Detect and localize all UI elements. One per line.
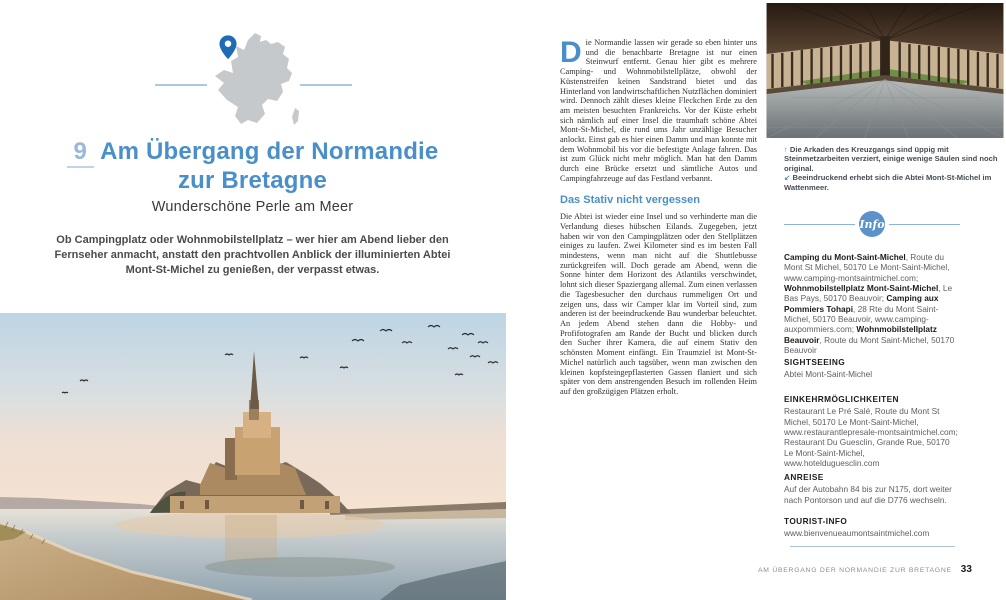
badge-line-right xyxy=(889,224,960,225)
page-footer xyxy=(758,564,978,575)
arrow-up-icon: ↑ xyxy=(784,145,788,154)
paragraph-1-text: ie Normandie lassen wir gerade so eben hinter uns und die benachbarte Bretagne ist nur einen Steinwurf entfernt. Genau hier gibt es mehrere Camping- und Wohnmobilstellplätze, obwohl der Küstenstreifen keinen Sandstrand bietet und das Hinterland von landwirtschaftlichen Nutzflächen dominiert wird. Dennoch zählt dieses kleine Fleckchen Erde zu den am meisten besuchten Frankreichs. Vor der Küste erhebt sich nämlich auf einer Insel die traumhaft schöne Abtei Mont-St-Michel, die rund ums Jahr unzählige Besucher anlockt. Einst gab es hier einen Damm und man konnte mit dem Wohnmobil bis vor die befestigte Anlage fahren. Das ist zum Glück nicht mehr möglich. Man hat den Damm durch eine Brücke ersetzt und sämtliche Autos und Campingfahrzeuge auf das Festland verbannt. xyxy=(560,38,758,183)
info-badge-row xyxy=(784,210,960,238)
body-paragraph-2: Die Abtei ist wieder eine Insel und so verhinderte man die Verlandung dieses hübschen Eilands. Zugegeben, jetzt haben wir von den Campingplätzen oder den Stellplätzen einiges zu laufen. Zwei Kilometer sind es im besten Fall mindestens, wenn man nicht auf die Shuttlebusse zurückgreifen will. Doch gerade am Abend, wenn die Sonne hinter dem Horizont des Atlantiks verschwindet, lohnt sich dieser Spaziergang allemal. Zum einen verlassen die Tagesbesucher den durchaus rummeligen Ort und zeigen uns, dass wir Camper klar im Vorteil sind, zum anderen ist der beeindruckende Bau wunderbar beleuchtet. An jedem Abend stehen dann die Hobby- und Profifotografen am Rande der Bucht und blicken durch den Sucher ihrer Kamera, die auf einem Stativ den schönsten Moment einfängt. Ein Traumziel ist Mont-St-Michel natürlich auch tagsüber, wenn man zwischen den kleinen kopfsteingepflasterten Gassen flaniert und sich später von dem anstrengenden Besuch im rollenden Heim auf den großzügigen Plätzen erholt. xyxy=(560,212,757,396)
camping-name-1: Camping du Mont-Saint-Michel xyxy=(784,252,906,262)
page-number: 33 xyxy=(960,564,972,575)
map-flank-line-right xyxy=(300,84,352,86)
chapter-subtitle: Wunderschöne Perle am Meer xyxy=(151,199,354,215)
dining-section xyxy=(784,394,960,468)
intro-paragraph: Ob Campingplatz oder Wohnmobilstellplatz – wer hier am Abend lieber den Fernseher anmacht, anstatt den prachtvollen Anblick der illuminierten Abtei Mont-St-Michel zu genießen, der verpasst etwas. xyxy=(54,234,451,276)
sightseeing-text: Abtei Mont-Saint-Michel xyxy=(784,369,873,380)
section-heading: Das Stativ nicht vergessen xyxy=(560,193,701,206)
title-line-2: zur Bretagne xyxy=(177,167,328,194)
caption-text-2: Beeindruckend erhebt sich die Abtei Mont-St-Michel im Wattenmeer. xyxy=(784,173,992,192)
camping-detail-3: , 28 Rte du Mont Saint-Michel, 50170 Beauvoir, www.camping-auxpommiers.com; xyxy=(784,303,939,335)
camping-name-3: Camping aux Pommiers Tohapi xyxy=(784,293,939,314)
cloister-photo xyxy=(764,3,1006,138)
mont-st-michel-illustration xyxy=(0,313,506,600)
footer-rule xyxy=(790,546,955,547)
photo-captions xyxy=(784,145,998,192)
location-pin-icon xyxy=(219,35,237,60)
arrow-down-left-icon: ↙ xyxy=(784,173,791,183)
dining-text: Restaurant Le Pré Salé, Route du Mont St Michel, 50170 Le Mont-Saint-Michel, www.restaurantlepresale-montsaintmichel.com; Restaurant Du Guesclin, Grande Rue, 50170 Le Mont-Saint-Michel, www.hotelduguesclin.com xyxy=(784,406,958,469)
arrival-text: Auf der Autobahn 84 bis zur N175, dort weiter nach Pontorson und auf die D776 wechseln. xyxy=(784,484,952,505)
tourist-info-section xyxy=(784,516,960,539)
mont-st-michel-photo xyxy=(0,313,506,600)
caption-text-1: Die Arkaden des Kreuzgangs sind üppig mit Steinmetzarbeiten verziert, einige wenige Säulen sind noch original. xyxy=(784,145,998,173)
tourist-info-text: www.bienvenueaumontsaintmichel.com xyxy=(784,528,930,539)
chapter-number: 9 xyxy=(67,138,95,168)
camping-detail-2: , Le Bas Pays, 50170 Beauvoir; xyxy=(784,283,953,304)
france-locator-map xyxy=(150,28,355,136)
info-badge: Info xyxy=(859,211,885,237)
camping-detail-1: , Route du Mont St Michel, 50170 Le Mont-Saint-Michel, www.camping-montsaintmichel.com; xyxy=(784,252,950,283)
camping-detail-4: , Route du Mont Saint-Michel, 50170 Beauvoir xyxy=(784,334,955,356)
tourist-info-heading: TOURIST-INFO xyxy=(784,516,848,526)
title-line-1 xyxy=(0,137,505,166)
cloister-illustration xyxy=(764,3,1006,138)
arrival-section xyxy=(784,472,960,505)
dining-heading: EINKEHRMÖGLICHKEITEN xyxy=(784,394,899,404)
article-body xyxy=(560,38,757,397)
running-title: AM ÜBERGANG DER NORMANDIE ZUR BRETAGNE xyxy=(758,567,952,574)
drop-cap: D xyxy=(560,36,582,69)
sightseeing-heading: SIGHTSEEING xyxy=(784,357,846,367)
chapter-title xyxy=(0,137,505,195)
map-flank-line-left xyxy=(155,84,207,86)
body-paragraph-1 xyxy=(560,38,757,184)
camping-listing xyxy=(784,252,960,355)
badge-line-left xyxy=(784,224,855,225)
title-text-1: Am Übergang der Normandie xyxy=(100,138,439,165)
camping-name-4: Wohnmobilstellplatz Beauvoir xyxy=(784,324,937,345)
sightseeing-section xyxy=(784,357,960,380)
camping-name-2: Wohnmobilstellplatz Mont-Saint-Michel xyxy=(784,283,939,294)
arrival-heading: ANREISE xyxy=(784,472,824,482)
